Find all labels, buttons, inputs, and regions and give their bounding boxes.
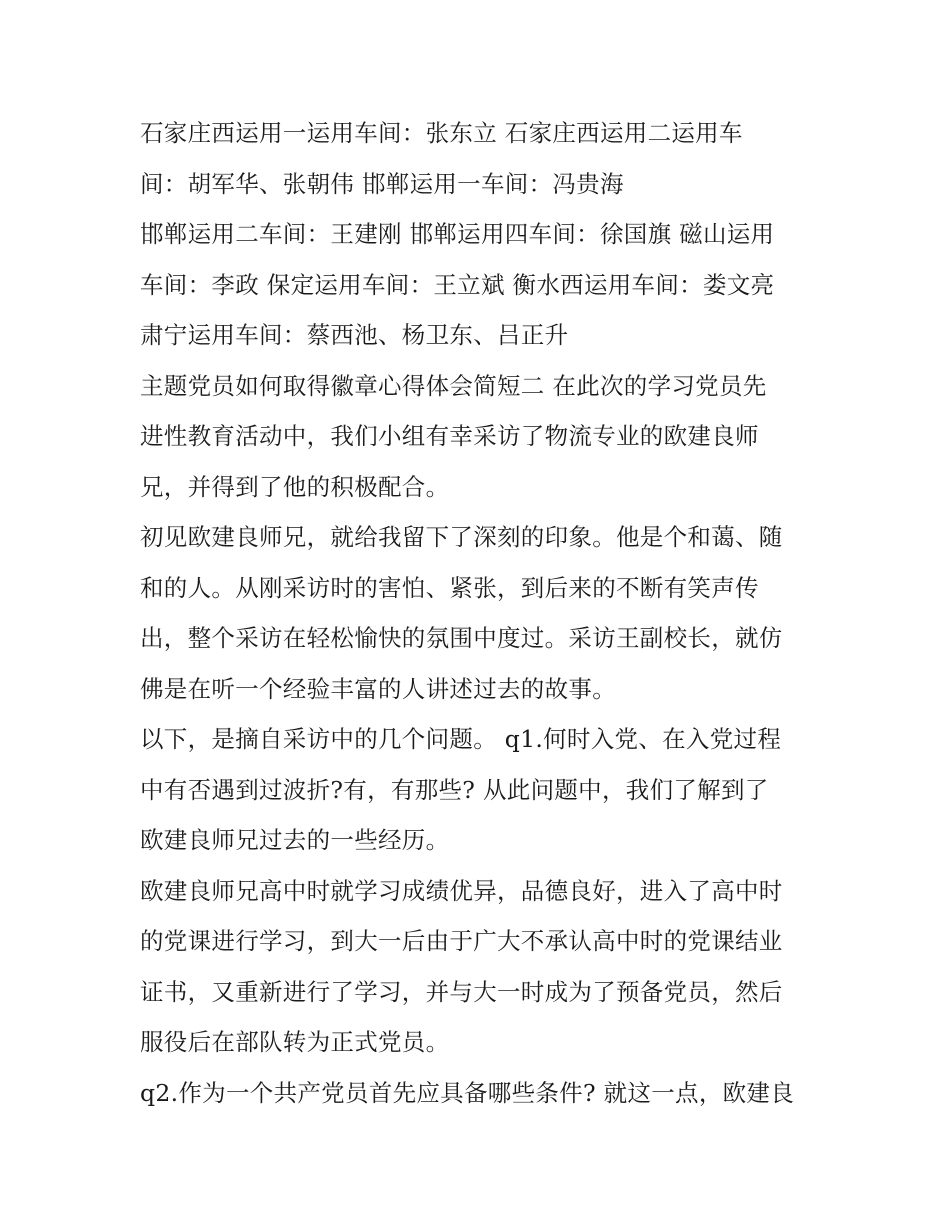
text-line: 佛是在听一个经验丰富的人讲述过去的故事。: [140, 674, 616, 703]
text-line: 欧建良师兄过去的一些经历。: [140, 826, 450, 854]
text-line: 中有否遇到过波折?有，有那些? 从此问题中，我们了解到了: [140, 775, 769, 804]
text-line: 兄，并得到了他的积极配合。: [140, 472, 450, 501]
text-line: 出，整个采访在轻松愉快的氛围中度过。采访王副校长，就仿: [140, 624, 783, 652]
text-line: q2.作为一个共产党员首先应具备哪些条件? 就这一点，欧建良: [140, 1078, 795, 1107]
text-line: 以下，是摘自采访中的几个问题。 q1.何时入党、在入党过程: [140, 725, 782, 753]
text-line: 服役后在部队转为正式党员。: [140, 1028, 450, 1056]
text-line: 初见欧建良师兄，就给我留下了深刻的印象。他是个和蔼、随: [140, 523, 783, 551]
text-line: 进性教育活动中，我们小组有幸采访了物流专业的欧建良师: [140, 422, 759, 450]
text-line: 的党课进行学习，到大一后由于广大不承认高中时的党课结业: [140, 927, 783, 955]
text-line: 石家庄西运用一运用车间：张东立 石家庄西运用二运用车: [140, 119, 743, 147]
text-line: 和的人。从刚采访时的害怕、紧张，到后来的不断有笑声传: [140, 573, 759, 602]
text-line: 邯郸运用二车间：王建刚 邯郸运用四车间：徐国旗 磁山运用: [140, 220, 775, 248]
text-line: 欧建良师兄高中时就学习成绩优异，品德良好，进入了高中时: [140, 876, 783, 905]
document-body: [140, 108, 830, 1118]
text-line: 证书，又重新进行了学习，并与大一时成为了预备党员，然后: [140, 977, 783, 1006]
text-line: 间：胡军华、张朝伟 邯郸运用一车间：冯贵海: [140, 169, 624, 198]
text-line: 肃宁运用车间：蔡西池、杨卫东、吕正升: [140, 321, 569, 349]
text-line: 车间：李政 保定运用车间：王立斌 衡水西运用车间：娄文亮: [140, 270, 775, 299]
text-line: 主题党员如何取得徽章心得体会简短二 在此次的学习党员先: [140, 371, 767, 400]
